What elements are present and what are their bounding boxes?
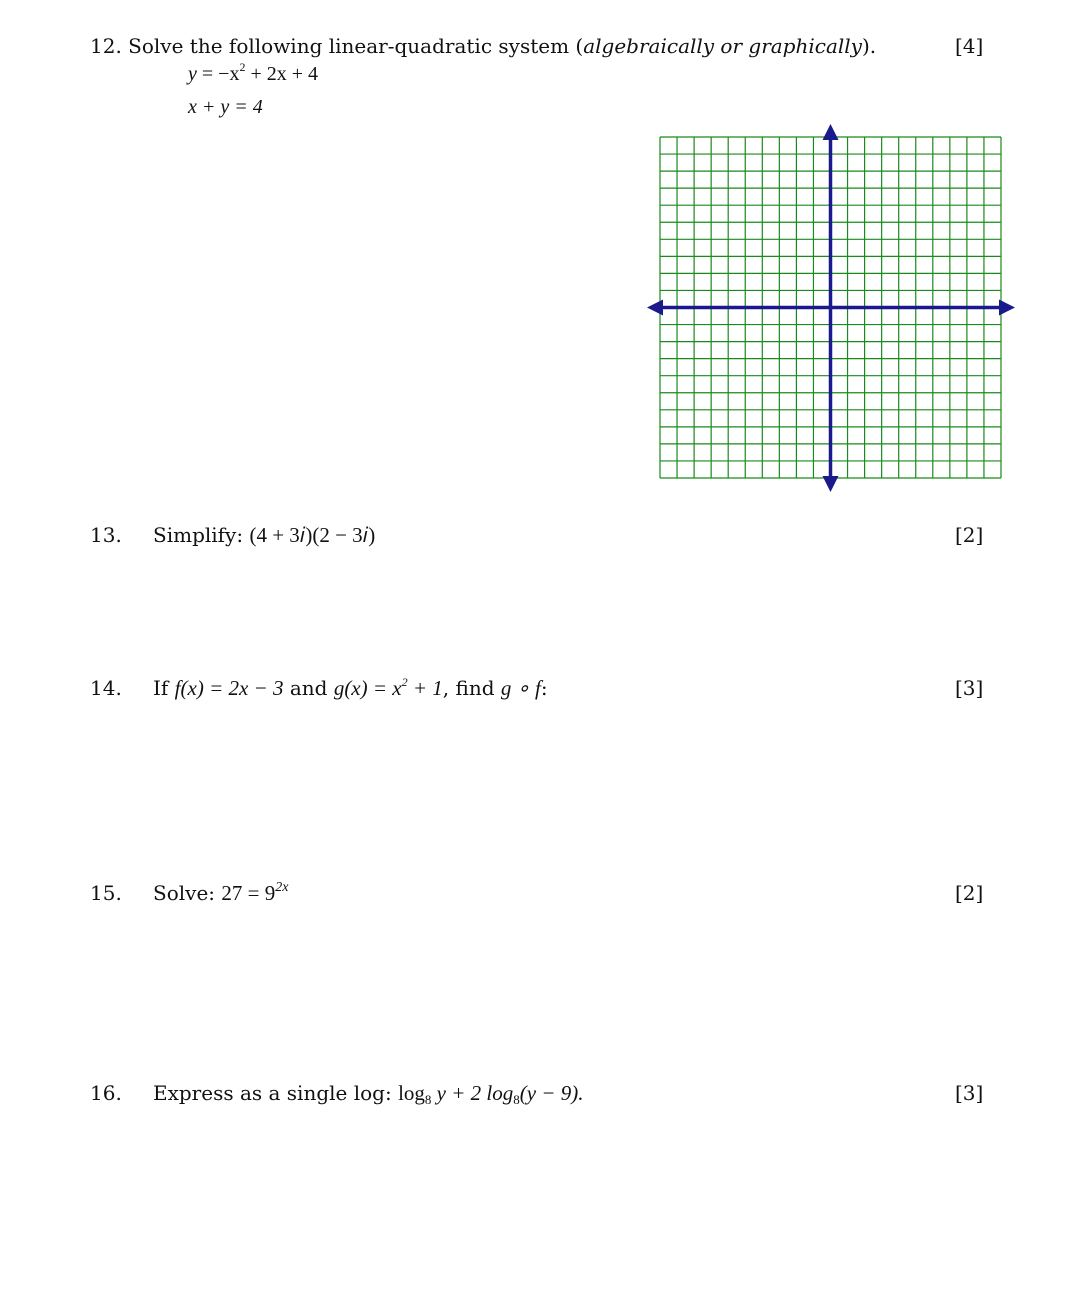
q12-prompt-text: Solve the following linear-quadratic system ( — [128, 34, 584, 58]
q12-marks: [4] — [955, 34, 984, 58]
q15-exponent: 2x — [275, 880, 289, 895]
q14-g-def-a: g(x) = x — [333, 676, 402, 700]
coordinate-grid-svg — [645, 122, 1017, 494]
q13-prompt — [153, 523, 375, 548]
q14-number: 14. — [90, 676, 122, 700]
q15-label: Solve: — [153, 881, 216, 905]
q12-equation-2 — [188, 96, 263, 119]
q14-colon: : — [540, 676, 548, 700]
q12-prompt-italic: algebraically or graphically — [583, 34, 862, 58]
q14-and: and — [289, 676, 328, 700]
q14-if: If — [153, 676, 169, 700]
q12-equation-1 — [188, 60, 319, 86]
q12-eq1-lhs: y — [188, 63, 197, 85]
q14-find: , find — [442, 676, 495, 700]
q14-f-definition: f(x) = 2x − 3 — [174, 676, 284, 700]
q16-marks: [3] — [955, 1081, 984, 1105]
q14-composition: g ∘ f — [500, 676, 541, 700]
coordinate-grid[interactable] — [645, 122, 1017, 494]
q16-var1: y + 2 log — [431, 1081, 514, 1105]
q12-prompt-end: ). — [861, 34, 877, 58]
y-axis-down-arrow-icon — [823, 476, 839, 492]
q13-number: 13. — [90, 523, 122, 547]
q16-log1: log — [398, 1081, 425, 1105]
q13-marks: [2] — [955, 523, 984, 547]
q12-prompt — [90, 34, 876, 58]
y-axis-up-arrow-icon — [823, 124, 839, 140]
q16-base2: 8 — [513, 1092, 520, 1107]
q14-marks: [3] — [955, 676, 984, 700]
q13-label: Simplify: — [153, 523, 244, 547]
q15-prompt — [153, 881, 288, 906]
x-axis-right-arrow-icon — [999, 300, 1015, 316]
q15-marks: [2] — [955, 881, 984, 905]
q16-prompt — [153, 1081, 583, 1106]
q12-eq1-exponent: 2 — [239, 60, 246, 74]
q16-base1: 8 — [424, 1092, 432, 1107]
q16-expression — [398, 1081, 583, 1105]
q15-lhs: 27 = 9 — [221, 881, 276, 905]
q13-expression: (4 + 3𝑖)(2 − 3𝑖) — [249, 523, 376, 547]
q12-eq1-rhs-b: + 2x + 4 — [245, 63, 319, 85]
q12-number: 12. — [90, 34, 122, 58]
q12-eq2: x + y = 4 — [188, 96, 263, 118]
q16-label: Express as a single log: — [153, 1081, 392, 1105]
q15-number: 15. — [90, 881, 122, 905]
x-axis-left-arrow-icon — [647, 300, 663, 316]
q12-eq1-rhs-a: = −x — [196, 63, 240, 85]
q16-number: 16. — [90, 1081, 122, 1105]
q14-g-exponent: 2 — [401, 675, 408, 689]
q14-g-def-b: + 1 — [407, 676, 443, 700]
q14-g-definition — [334, 676, 443, 700]
q16-arg: (y − 9). — [519, 1081, 584, 1105]
q14-prompt — [153, 676, 548, 701]
